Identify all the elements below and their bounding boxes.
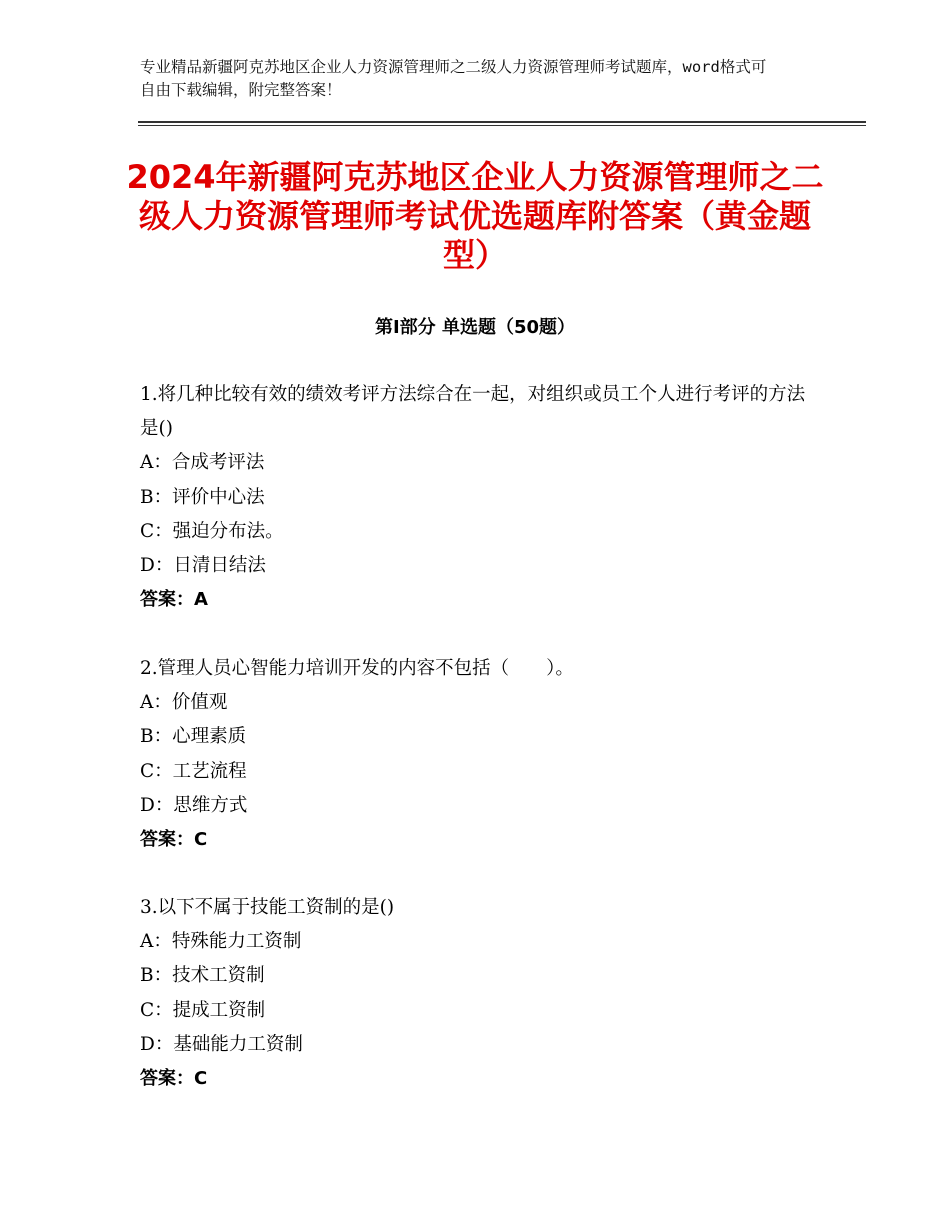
question-stem: 1.将几种比较有效的绩效考评方法综合在一起，对组织或员工个人进行考评的方法是() — [140, 384, 806, 440]
question-2 — [140, 652, 810, 857]
option-b: B：评价中心法 — [140, 486, 265, 508]
answer: 答案：C — [140, 829, 208, 851]
option-d: D：思维方式 — [140, 794, 248, 816]
document-title: 2024年新疆阿克苏地区企业人力资源管理师之二级人力资源管理师考试优选题库附答案（黄金题型） — [126, 158, 824, 274]
question-stem: 2.管理人员心智能力培训开发的内容不包括（ ）。 — [140, 658, 574, 679]
option-a: A：特殊能力工资制 — [140, 931, 302, 953]
option-d: D：日清日结法 — [140, 555, 266, 577]
option-d: D：基础能力工资制 — [140, 1033, 303, 1055]
answer: 答案：C — [140, 1068, 208, 1090]
option-c: C：提成工资制 — [140, 999, 266, 1021]
header-divider-thick — [138, 121, 866, 123]
option-c: C：工艺流程 — [140, 760, 247, 782]
header-note: 专业精品新疆阿克苏地区企业人力资源管理师之二级人力资源管理师考试题库，word格式可自由下载编辑，附完整答案！ — [140, 58, 767, 99]
option-c: C：强迫分布法。 — [140, 520, 284, 542]
question-3 — [140, 891, 810, 1096]
option-b: B：技术工资制 — [140, 965, 265, 987]
option-a: A：价值观 — [140, 692, 228, 714]
section-title: 第Ⅰ部分 单选题（50题） — [374, 317, 575, 338]
question-stem: 3.以下不属于技能工资制的是() — [140, 897, 395, 918]
option-a: A：合成考评法 — [140, 452, 265, 474]
question-1 — [140, 378, 810, 617]
header-divider-thin — [138, 125, 866, 126]
answer: 答案：A — [140, 589, 208, 611]
option-b: B：心理素质 — [140, 726, 247, 748]
